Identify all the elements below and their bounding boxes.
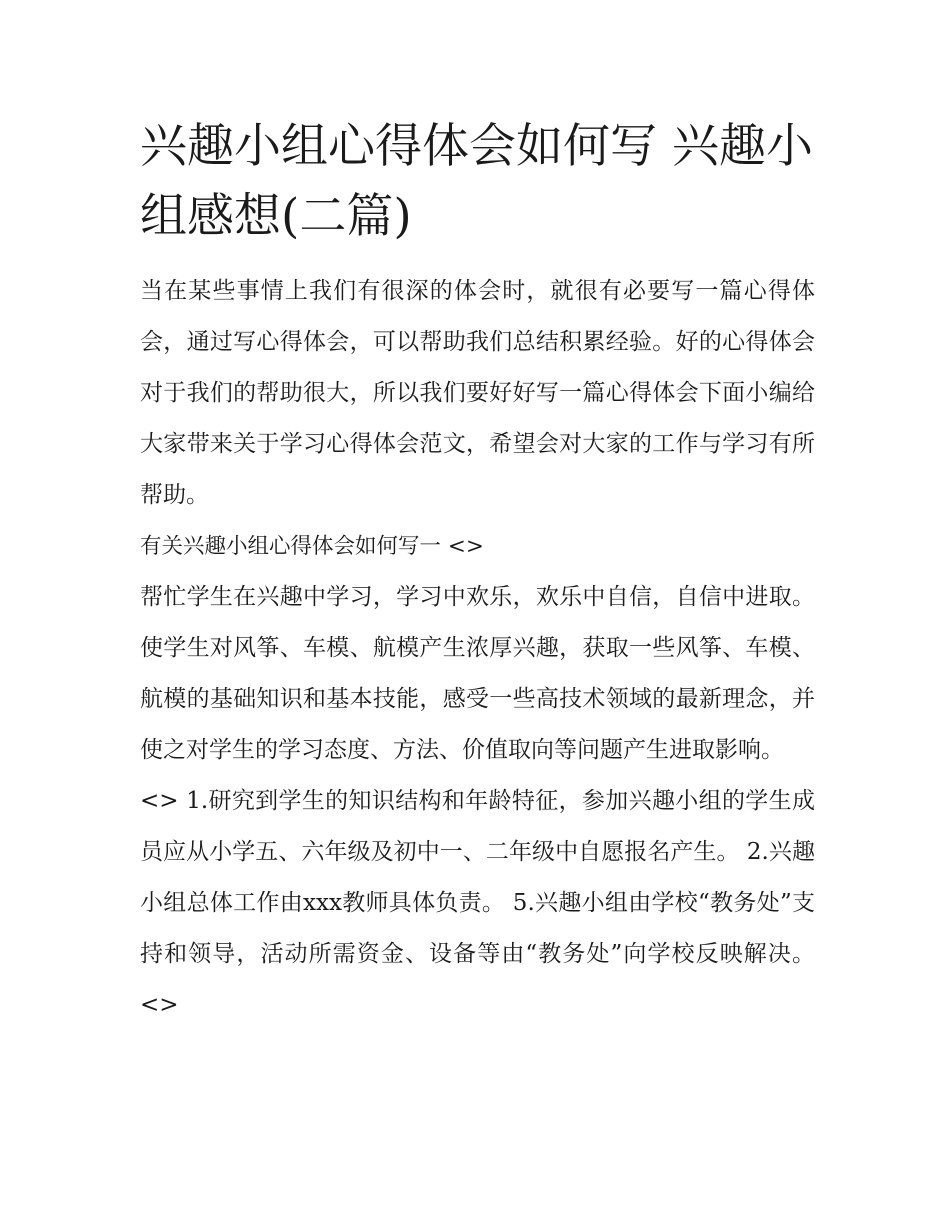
section-paragraph: 帮忙学生在兴趣中学习，学习中欢乐，欢乐中自信，自信中进取。使学生对风筝、车模、航模产生浓厚兴趣，获取一些风筝、车模、航模的基础知识和基本技能，感受一些高技术领域的最新理念，并使之对学生的学习态度、方法、价值取向等问题产生进取影响。 xyxy=(140,584,815,763)
document-page xyxy=(140,112,815,1031)
document-title: 兴趣小组心得体会如何写 兴趣小组感想(二篇) xyxy=(140,119,813,244)
intro-paragraph: 当在某些事情上我们有很深的体会时，就很有必要写一篇心得体会，通过写心得体会，可以帮助我们总结积累经验。好的心得体会对于我们的帮助很大，所以我们要好好写一篇心得体会下面小编给大家带来关于学习心得体会范文，希望会对大家的工作与学习有所帮助。 xyxy=(140,278,815,508)
items-paragraph: <> 1.研究到学生的知识结构和年龄特征，参加兴趣小组的学生成员应从小学五、六年级及初中一、二年级中自愿报名产生。 2.兴趣小组总体工作由xxx教师具体负责。 5.兴趣小组由学校“教务处”支持和领导，活动所需资金、设备等由“教务处”向学校反映解决。 <> xyxy=(140,788,815,1018)
section-heading: 有关兴趣小组心得体会如何写一 <> xyxy=(140,534,484,559)
